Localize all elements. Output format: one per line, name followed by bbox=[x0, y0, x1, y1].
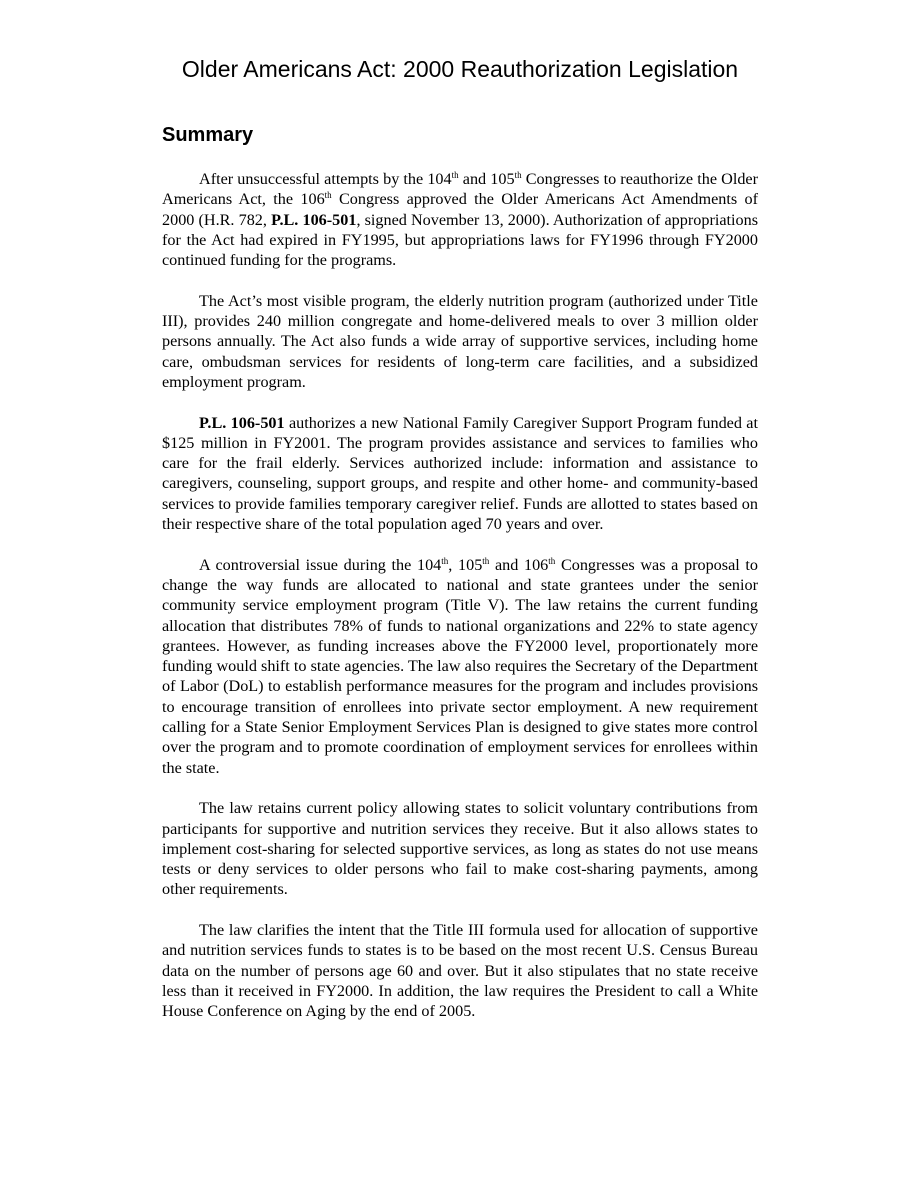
summary-body bbox=[162, 169, 758, 1042]
ordinal-suffix: th bbox=[324, 190, 332, 201]
paragraph-cost-sharing: The law retains current policy allowing states to solicit voluntary contributions from participants for supportive and nutrition services they receive. But it also allows states to implement cost-sharing for selected supportive services, as long as states do not use means tests or deny services to older persons who fail to make cost-sharing payments, among other requirements. bbox=[162, 799, 758, 899]
text-run: and 105 bbox=[458, 170, 515, 188]
text-run: , 105 bbox=[448, 555, 483, 574]
text-run: and 106 bbox=[489, 555, 549, 574]
paragraph-caregiver-program bbox=[162, 413, 758, 535]
ordinal-suffix: th bbox=[451, 170, 459, 180]
paragraph-reauthorization-history bbox=[162, 169, 758, 270]
text-run: After unsuccessful attempts by the 104 bbox=[199, 170, 452, 188]
public-law-reference: P.L. 106-501 bbox=[199, 413, 285, 432]
ordinal-suffix: th bbox=[548, 555, 556, 566]
document-title: Older Americans Act: 2000 Reauthorization Legislation bbox=[181, 56, 739, 82]
ordinal-suffix: th bbox=[482, 555, 490, 566]
public-law-reference: P.L. 106-501 bbox=[271, 210, 357, 229]
paragraph-nutrition-program: The Act’s most visible program, the elderly nutrition program (authorized under Title III), provides 240 million congregate and home-delivered meals to over 3 million older persons annually. The Act also funds a wide array of supportive services, including home care, ombudsman services for residents of long-term care facilities, and a subsidized employment program. bbox=[162, 291, 758, 391]
paragraph-title-v-funding bbox=[162, 555, 758, 778]
paragraph-title-iii-formula: The law clarifies the intent that the Title III formula used for allocation of supportive and nutrition services funds to states is to be based on the most recent U.S. Census Bureau data on the number of persons age 60 and over. But it also stipulates that no state receive less than it received in FY2000. In addition, the law requires the President to call a White House Conference on Aging by the end of 2005. bbox=[162, 920, 758, 1021]
text-run: authorizes a new National Family Caregiver Support Program funded at $125 million in FY2001. The program provides assistance and services to families who care for the frail elderly. Services authorized include: information and assistance to caregivers, counseling, support groups, and respite and other home- and community-based services to provide families temporary caregiver relief. Funds are allotted to states based on their respective share of the total population aged 70 years and over. bbox=[162, 413, 758, 534]
text-run: , signed November 13, 2000). Authorization of appropriations for the Act had expired in FY1995, but appropriations laws for FY1996 through FY2000 continued funding for the programs. bbox=[162, 210, 758, 270]
section-heading-summary: Summary bbox=[162, 124, 254, 146]
ordinal-suffix: th bbox=[514, 170, 522, 180]
text-run: Congress approved the Older Americans Act Amendments of 2000 (H.R. 782, bbox=[162, 190, 758, 229]
ordinal-suffix: th bbox=[441, 555, 449, 566]
text-run: A controversial issue during the 104 bbox=[199, 555, 442, 574]
text-run: Congresses was a proposal to change the way funds are allocated to national and state grantees under the senior community service employment program (Title V). The law retains the current funding allocation that distributes 78% of funds to national organizations and 22% to state agency grantees. However, as funding increases above the FY2000 level, proportionately more funding would shift to state agencies. The law also requires the Secretary of the Department of Labor (DoL) to establish performance measures for the program and includes provisions to encourage transition of enrollees into private sector employment. A new requirement calling for a State Senior Employment Services Plan is designed to give states more control over the program and to promote coordination of employment services for enrollees within the state. bbox=[162, 555, 758, 777]
text-run: Congresses to reauthorize the Older Americans Act, the 106 bbox=[162, 170, 758, 209]
